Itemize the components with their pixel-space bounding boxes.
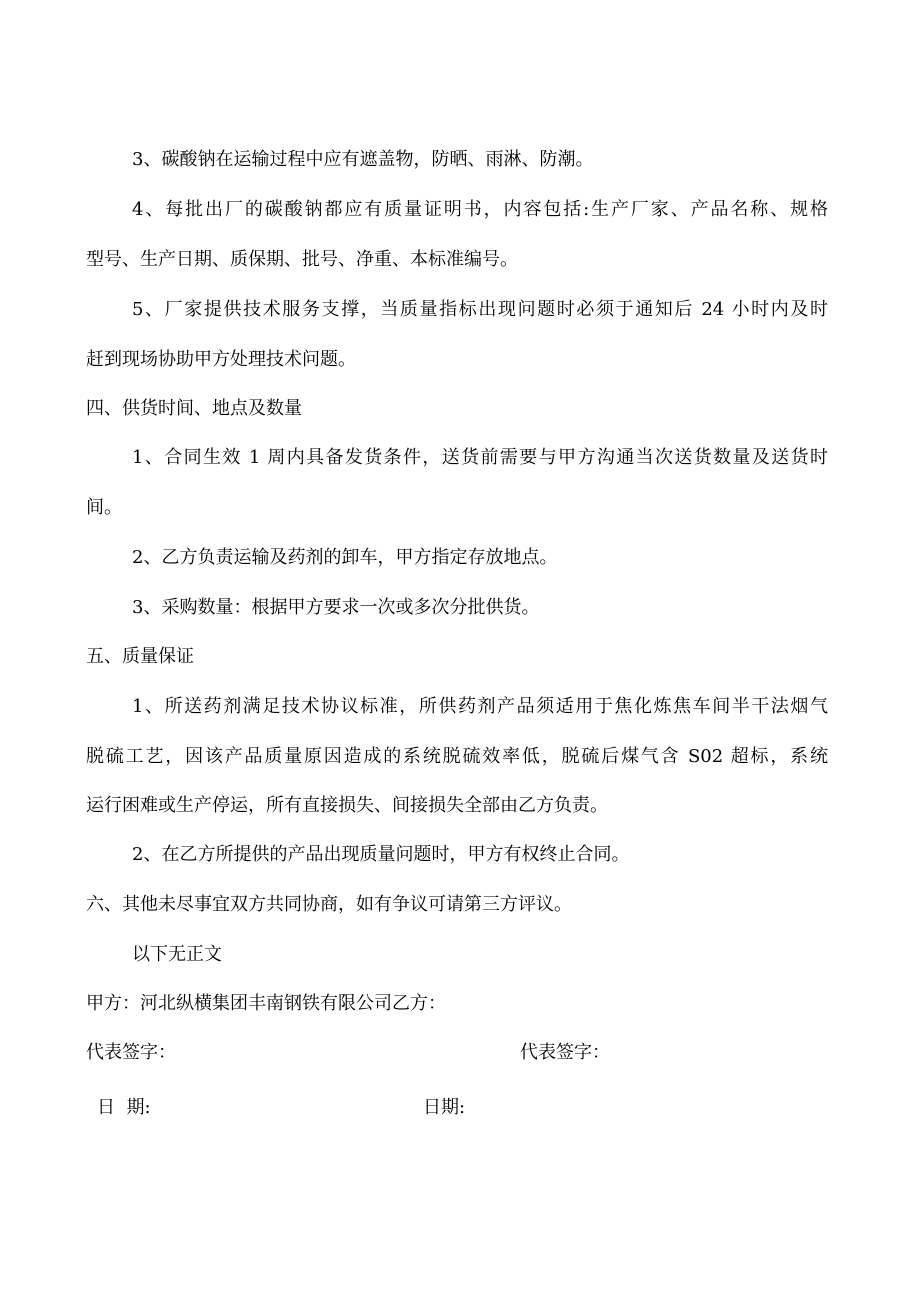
- section-heading-supply: 四、供货时间、地点及数量: [86, 398, 302, 419]
- paragraph-termination: 2、在乙方所提供的产品出现质量问题时，甲方有权终止合同。: [132, 844, 630, 865]
- paragraph-quality-guarantee-line2: 脱硫工艺，因该产品质量原因造成的系统脱硫效率低，脱硫后煤气含 S02 超标，系统: [86, 746, 828, 767]
- paragraph-quality-certificate-line1: 4、每批出厂的碳酸钠都应有质量证明书，内容包括:生产厂家、产品名称、规格: [132, 199, 828, 220]
- paragraph-delivery-line2: 间。: [86, 497, 122, 518]
- end-of-text-note: 以下无正文: [132, 944, 222, 965]
- paragraph-purchase-quantity: 3、采购数量：根据甲方要求一次或多次分批供货。: [132, 597, 540, 618]
- date-party-b: 日期:: [423, 1097, 466, 1118]
- paragraph-delivery-line1: 1、合同生效 1 周内具备发货条件，送货前需要与甲方沟通当次送货数量及送货时: [132, 447, 828, 468]
- paragraph-quality-guarantee-line3: 运行困难或生产停运，所有直接损失、间接损失全部由乙方负责。: [86, 795, 608, 816]
- representative-signature-party-a: 代表签字：: [86, 1042, 176, 1063]
- date-party-a: 日 期:: [97, 1097, 151, 1118]
- paragraph-transport-cover: 3、碳酸钠在运输过程中应有遮盖物，防晒、雨淋、防潮。: [132, 149, 594, 170]
- paragraph-quality-certificate-line2: 型号、生产日期、质保期、批号、净重、本标准编号。: [86, 249, 518, 270]
- signature-parties: 甲方：河北纵横集团丰南钢铁有限公司乙方：: [86, 993, 446, 1014]
- paragraph-technical-service-line2: 赶到现场协助甲方处理技术问题。: [86, 349, 356, 370]
- section-heading-other: 六、其他未尽事宜双方共同协商，如有争议可请第三方评议。: [86, 894, 572, 915]
- section-heading-quality: 五、质量保证: [86, 646, 194, 667]
- representative-signature-party-b: 代表签字：: [520, 1042, 610, 1063]
- paragraph-technical-service-line1: 5、厂家提供技术服务支撑，当质量指标出现问题时必须于通知后 24 小时内及时: [132, 299, 828, 320]
- paragraph-unloading: 2、乙方负责运输及药剂的卸车，甲方指定存放地点。: [132, 547, 558, 568]
- paragraph-quality-guarantee-line1: 1、所送药剂满足技术协议标准，所供药剂产品须适用于焦化炼焦车间半干法烟气: [132, 696, 828, 717]
